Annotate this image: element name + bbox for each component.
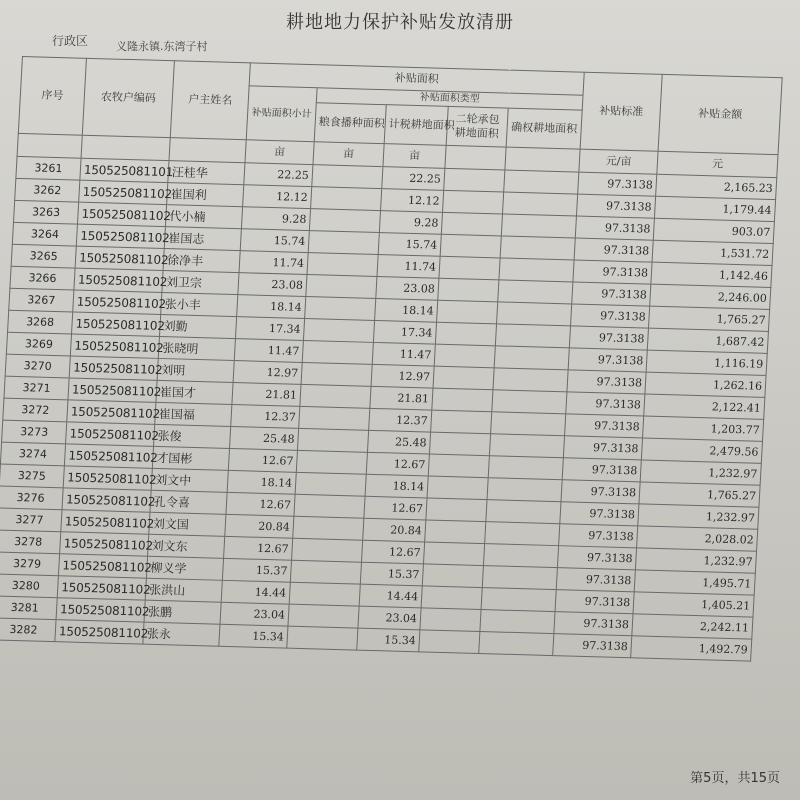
header-area-types: 补贴面积类型 <box>316 88 583 110</box>
row-amount: 1,179.44 <box>654 196 775 221</box>
unit-cell <box>445 145 506 170</box>
row-confirmed-area <box>498 280 573 304</box>
row-standard: 97.3138 <box>566 392 645 416</box>
row-taxed-area: 15.34 <box>357 628 420 652</box>
row-area-subtotal: 15.34 <box>219 624 288 648</box>
row-amount: 1,531.72 <box>652 240 773 265</box>
row-area-subtotal: 17.34 <box>235 317 304 341</box>
row-grain-area <box>289 582 360 606</box>
row-contract-area <box>435 322 496 346</box>
row-seq: 3277 <box>0 508 62 532</box>
row-head-name: 刘明 <box>157 358 234 382</box>
row-standard: 97.3138 <box>557 546 636 570</box>
row-grain-area <box>303 318 374 342</box>
row-farmer-code: 150525081102 <box>76 224 165 248</box>
row-area-subtotal: 11.47 <box>234 339 303 363</box>
row-confirmed-area <box>494 346 569 370</box>
row-seq: 3262 <box>15 178 80 202</box>
row-grain-area <box>295 472 366 496</box>
row-grain-area <box>312 165 383 189</box>
row-contract-area <box>425 520 486 544</box>
row-standard: 97.3138 <box>562 458 641 482</box>
header-farmer-code: 农牧户编码 <box>82 58 174 137</box>
row-head-name: 刘文中 <box>151 468 228 492</box>
row-grain-area <box>294 494 365 518</box>
row-confirmed-area <box>495 324 570 348</box>
header-grain-area: 粮食播种面积 <box>314 103 386 144</box>
unit-area-subtotal: 亩 <box>245 140 314 165</box>
row-seq: 3270 <box>5 354 70 378</box>
subsidy-table <box>0 56 783 662</box>
row-seq: 3267 <box>9 288 74 312</box>
row-amount: 1,262.16 <box>645 372 766 397</box>
row-area-subtotal: 23.08 <box>238 273 307 297</box>
row-standard: 97.3138 <box>560 502 639 526</box>
row-farmer-code: 150525081102 <box>63 466 152 490</box>
row-farmer-code: 150525081102 <box>68 378 157 402</box>
row-confirmed-area <box>497 302 572 326</box>
row-amount: 1,142.46 <box>651 262 772 287</box>
row-taxed-area: 12.12 <box>381 189 444 213</box>
row-head-name: 刘文国 <box>149 512 226 536</box>
row-farmer-code: 150525081102 <box>72 312 161 336</box>
row-area-subtotal: 23.04 <box>220 602 289 626</box>
header-seq: 序号 <box>18 57 86 136</box>
header-contract-area: 二轮承包耕地面积 <box>446 106 508 147</box>
row-amount: 1,495.71 <box>634 570 755 595</box>
row-standard: 97.3138 <box>555 590 634 614</box>
row-head-name: 刘文东 <box>148 534 225 558</box>
row-farmer-code: 150525081102 <box>67 400 156 424</box>
row-grain-area <box>297 428 368 452</box>
row-area-subtotal: 12.67 <box>226 492 295 516</box>
row-taxed-area: 15.37 <box>360 562 423 586</box>
region-label: 行政区 <box>52 34 89 48</box>
row-confirmed-area <box>493 368 568 392</box>
row-taxed-area: 21.81 <box>370 386 433 410</box>
row-seq: 3261 <box>16 156 81 180</box>
table-body <box>0 156 777 661</box>
row-amount: 1,232.97 <box>638 504 759 529</box>
row-area-subtotal: 12.67 <box>228 448 297 472</box>
row-area-subtotal: 20.84 <box>225 514 294 538</box>
row-farmer-code: 150525081102 <box>70 334 159 358</box>
row-grain-area <box>309 209 380 233</box>
row-contract-area <box>423 542 484 566</box>
row-seq: 3280 <box>0 574 58 598</box>
row-seq: 3281 <box>0 596 57 620</box>
document-title: 耕地地力保护补贴发放清册 <box>286 12 514 33</box>
row-contract-area <box>433 366 494 390</box>
header-standard: 补贴标准 <box>580 72 662 151</box>
row-seq: 3265 <box>11 244 76 268</box>
row-standard: 97.3138 <box>567 370 646 394</box>
row-head-name: 张晓明 <box>158 336 235 360</box>
row-farmer-code: 150525081102 <box>58 554 147 578</box>
row-seq: 3269 <box>6 332 71 356</box>
row-head-name: 崔国志 <box>164 227 241 251</box>
row-taxed-area: 12.67 <box>361 540 424 564</box>
row-taxed-area: 12.97 <box>371 364 434 388</box>
row-head-name: 张俊 <box>154 424 231 448</box>
row-standard: 97.3138 <box>569 326 648 350</box>
unit-cell <box>169 138 246 163</box>
row-seq: 3276 <box>0 486 63 510</box>
row-contract-area <box>427 476 488 500</box>
row-amount: 1,687.42 <box>647 328 768 353</box>
row-head-name: 孔令喜 <box>150 490 227 514</box>
row-contract-area <box>428 454 489 478</box>
row-seq: 3275 <box>0 464 64 488</box>
row-seq: 3268 <box>8 310 73 334</box>
row-head-name: 张小丰 <box>161 292 238 316</box>
row-contract-area <box>420 608 481 632</box>
row-area-subtotal: 12.97 <box>233 361 302 385</box>
row-taxed-area: 18.14 <box>365 474 428 498</box>
row-area-subtotal: 9.28 <box>241 207 310 231</box>
row-contract-area <box>431 410 492 434</box>
row-area-subtotal: 25.48 <box>230 426 299 450</box>
row-taxed-area: 22.25 <box>382 167 445 191</box>
row-confirmed-area <box>492 390 567 414</box>
row-confirmed-area <box>491 412 566 436</box>
row-contract-area <box>432 388 493 412</box>
row-area-subtotal: 15.37 <box>222 558 291 582</box>
row-amount: 1,232.97 <box>640 460 761 485</box>
row-grain-area <box>301 362 372 386</box>
row-standard: 97.3138 <box>553 634 632 658</box>
row-seq: 3264 <box>12 222 77 246</box>
header-amount: 补贴金额 <box>658 74 782 154</box>
row-seq: 3282 <box>0 618 56 642</box>
row-seq: 3278 <box>0 530 61 554</box>
row-head-name: 张永 <box>143 622 220 646</box>
row-amount: 903.07 <box>653 218 774 243</box>
row-amount: 2,122.41 <box>644 394 765 419</box>
row-taxed-area: 23.04 <box>358 606 421 630</box>
row-contract-area <box>422 564 483 588</box>
row-head-name: 刘勤 <box>159 314 236 338</box>
row-head-name: 崔国福 <box>155 402 232 426</box>
row-amount: 2,028.02 <box>637 526 758 551</box>
row-farmer-code: 150525081101 <box>80 158 169 182</box>
row-grain-area <box>292 538 363 562</box>
row-contract-area <box>441 212 502 236</box>
row-contract-area <box>443 190 504 214</box>
header-area-subtotal: 补贴面积小计 <box>246 86 317 142</box>
row-confirmed-area <box>487 478 562 502</box>
row-standard: 97.3138 <box>575 216 654 240</box>
row-seq: 3279 <box>0 552 60 576</box>
row-taxed-area: 23.08 <box>376 276 439 300</box>
row-seq: 3263 <box>13 200 78 224</box>
row-confirmed-area <box>485 522 560 546</box>
row-grain-area <box>302 340 373 364</box>
row-area-subtotal: 11.74 <box>239 251 308 275</box>
row-farmer-code: 150525081102 <box>79 180 168 204</box>
row-taxed-area: 12.67 <box>364 496 427 520</box>
row-contract-area <box>419 630 480 654</box>
header-subsidy-area: 补贴面积 <box>249 63 584 95</box>
row-confirmed-area <box>481 588 556 612</box>
row-farmer-code: 150525081102 <box>74 268 163 292</box>
row-confirmed-area <box>482 566 557 590</box>
row-amount: 1,116.19 <box>646 350 767 375</box>
row-standard: 97.3138 <box>554 612 633 636</box>
row-taxed-area: 11.47 <box>372 342 435 366</box>
row-amount: 1,203.77 <box>643 416 764 441</box>
row-grain-area <box>293 516 364 540</box>
row-amount: 2,246.00 <box>650 284 771 309</box>
row-farmer-code: 150525081102 <box>61 510 150 534</box>
row-contract-area <box>429 432 490 456</box>
row-seq: 3271 <box>4 376 69 400</box>
row-farmer-code: 150525081102 <box>73 290 162 314</box>
row-farmer-code: 150525081102 <box>56 598 145 622</box>
row-taxed-area: 20.84 <box>363 518 426 542</box>
row-confirmed-area <box>483 544 558 568</box>
row-seq: 3266 <box>10 266 75 290</box>
row-standard: 97.3138 <box>574 238 653 262</box>
unit-taxed-area: 亩 <box>383 144 446 169</box>
row-taxed-area: 18.14 <box>375 298 438 322</box>
row-taxed-area: 17.34 <box>373 320 436 344</box>
row-contract-area <box>440 234 501 258</box>
row-confirmed-area <box>480 610 555 634</box>
row-head-name: 汪桂华 <box>168 161 245 185</box>
row-seq: 3274 <box>0 442 65 466</box>
row-farmer-code: 150525081102 <box>55 620 144 644</box>
row-grain-area <box>299 406 370 430</box>
row-taxed-area: 14.44 <box>359 584 422 608</box>
row-contract-area <box>438 278 499 302</box>
row-amount: 1,765.27 <box>639 482 760 507</box>
row-contract-area <box>434 344 495 368</box>
row-farmer-code: 150525081102 <box>77 202 166 226</box>
row-amount: 1,405.21 <box>633 592 754 617</box>
row-farmer-code: 150525081102 <box>66 422 155 446</box>
row-head-name: 崔国才 <box>156 380 233 404</box>
row-head-name: 刘卫宗 <box>162 271 239 295</box>
row-area-subtotal: 12.12 <box>243 185 312 209</box>
header-head-name: 户主姓名 <box>170 61 250 140</box>
row-contract-area <box>437 300 498 324</box>
row-head-name: 徐净丰 <box>163 249 240 273</box>
row-head-name: 代小楠 <box>165 205 242 229</box>
row-amount: 2,165.23 <box>656 174 777 199</box>
region-value: 义隆永镇.东湾子村 <box>116 40 208 53</box>
unit-grain-area: 亩 <box>313 142 384 167</box>
row-standard: 97.3138 <box>565 414 644 438</box>
row-amount: 2,242.11 <box>632 614 753 639</box>
row-confirmed-area <box>489 434 564 458</box>
row-amount: 2,479.56 <box>641 438 762 463</box>
unit-standard: 元/亩 <box>579 149 658 174</box>
row-farmer-code: 150525081102 <box>57 576 146 600</box>
row-standard: 97.3138 <box>556 568 635 592</box>
row-standard: 97.3138 <box>568 348 647 372</box>
unit-cell <box>505 147 580 172</box>
row-grain-area <box>311 187 382 211</box>
unit-cell <box>81 135 170 160</box>
row-farmer-code: 150525081102 <box>75 246 164 270</box>
row-seq: 3273 <box>2 420 67 444</box>
row-head-name: 才国彬 <box>152 446 229 470</box>
row-confirmed-area <box>502 192 577 216</box>
row-confirmed-area <box>486 500 561 524</box>
row-area-subtotal: 21.81 <box>232 383 301 407</box>
row-grain-area <box>296 450 367 474</box>
row-contract-area <box>421 586 482 610</box>
row-grain-area <box>308 231 379 255</box>
row-head-name: 张洪山 <box>145 578 222 602</box>
row-head-name: 张鹏 <box>144 600 221 624</box>
row-area-subtotal: 18.14 <box>237 295 306 319</box>
row-amount: 1,765.27 <box>649 306 770 331</box>
row-confirmed-area <box>500 236 575 260</box>
header-confirmed-area: 确权耕地面积 <box>506 108 582 149</box>
row-confirmed-area <box>479 632 554 656</box>
row-standard: 97.3138 <box>563 436 642 460</box>
row-taxed-area: 25.48 <box>367 430 430 454</box>
row-confirmed-area <box>501 214 576 238</box>
row-taxed-area: 11.74 <box>377 255 440 279</box>
row-area-subtotal: 12.37 <box>231 404 300 428</box>
header-taxed-area: 计税耕地面积 <box>384 105 448 146</box>
row-farmer-code: 150525081102 <box>62 488 151 512</box>
row-head-name: 崔国利 <box>167 183 244 207</box>
page-footer: 第5页，共15页 <box>690 771 780 786</box>
row-area-subtotal: 12.67 <box>224 536 293 560</box>
row-seq: 3272 <box>3 398 68 422</box>
row-standard: 97.3138 <box>561 480 640 504</box>
row-grain-area <box>306 275 377 299</box>
row-taxed-area: 12.67 <box>366 452 429 476</box>
row-grain-area <box>300 384 371 408</box>
unit-amount: 元 <box>657 151 778 177</box>
row-contract-area <box>439 256 500 280</box>
row-taxed-area: 9.28 <box>379 211 442 235</box>
row-grain-area <box>287 626 358 650</box>
row-confirmed-area <box>488 456 563 480</box>
row-grain-area <box>290 560 361 584</box>
row-area-subtotal: 15.74 <box>240 229 309 253</box>
row-area-subtotal: 22.25 <box>244 163 313 187</box>
row-farmer-code: 150525081102 <box>60 532 149 556</box>
row-head-name: 柳义学 <box>146 556 223 580</box>
row-grain-area <box>288 604 359 628</box>
row-standard: 97.3138 <box>559 524 638 548</box>
row-contract-area <box>444 168 505 192</box>
row-grain-area <box>307 253 378 277</box>
unit-cell <box>17 133 82 158</box>
row-standard: 97.3138 <box>571 304 650 328</box>
row-farmer-code: 150525081102 <box>64 444 153 468</box>
row-standard: 97.3138 <box>578 172 657 196</box>
row-amount: 1,232.97 <box>635 548 756 573</box>
row-amount: 1,492.79 <box>631 636 752 661</box>
row-contract-area <box>426 498 487 522</box>
row-confirmed-area <box>499 258 574 282</box>
row-grain-area <box>305 297 376 321</box>
row-area-subtotal: 18.14 <box>227 470 296 494</box>
row-farmer-code: 150525081102 <box>69 356 158 380</box>
row-taxed-area: 12.37 <box>369 408 432 432</box>
row-standard: 97.3138 <box>572 282 651 306</box>
row-standard: 97.3138 <box>573 260 652 284</box>
row-taxed-area: 15.74 <box>378 233 441 257</box>
row-confirmed-area <box>504 170 579 194</box>
row-area-subtotal: 14.44 <box>221 580 290 604</box>
row-standard: 97.3138 <box>577 194 656 218</box>
